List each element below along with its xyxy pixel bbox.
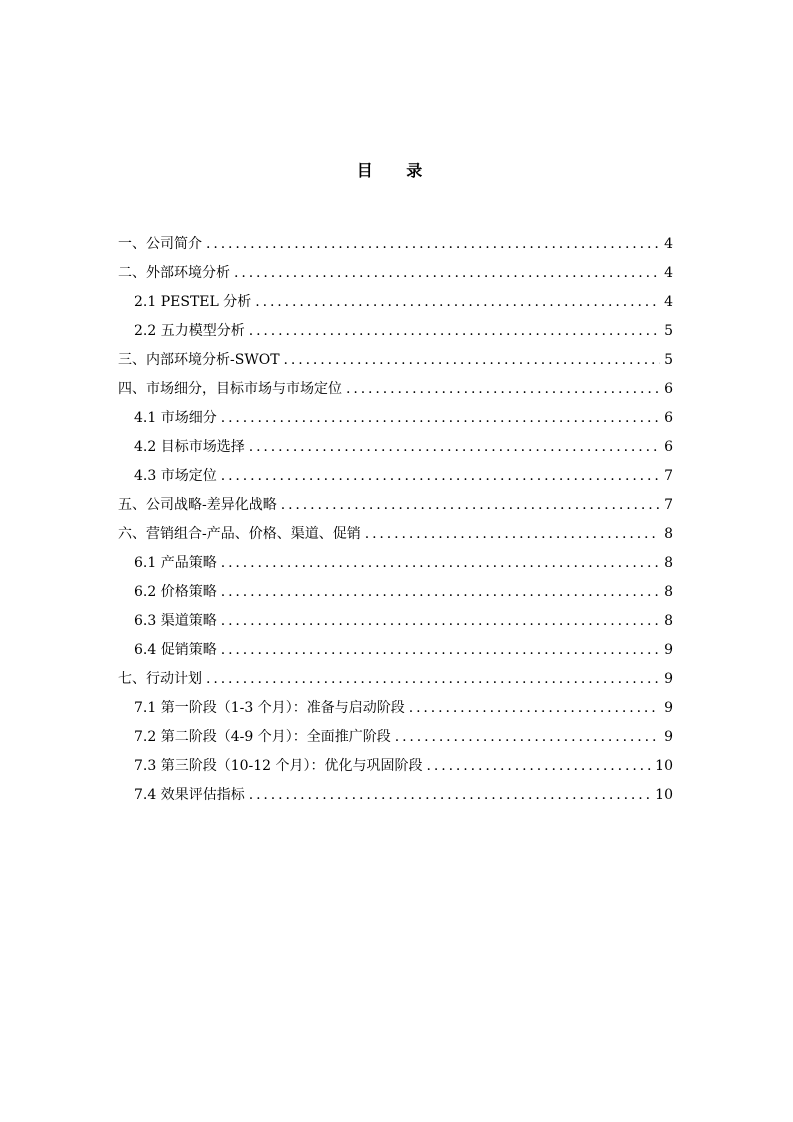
toc-entry-label: 2.1 PESTEL 分析 [134, 294, 252, 310]
toc-entry-page: 4 [664, 236, 673, 252]
toc-entry-page: 4 [664, 294, 673, 310]
toc-entry-label: 4.3 市场定位 [134, 468, 217, 484]
leader-dots [346, 377, 660, 401]
toc-entry-label: 7.4 效果评估指标 [134, 787, 245, 803]
leader-dots [206, 667, 660, 691]
leader-dots [249, 319, 660, 343]
toc-entry[interactable] [118, 488, 673, 517]
toc-entry-label: 6.2 价格策略 [134, 584, 217, 600]
leader-dots [221, 638, 660, 662]
toc-entry[interactable] [118, 575, 673, 604]
leader-dots [427, 754, 652, 778]
toc-entry[interactable] [118, 372, 673, 401]
toc-entry-label: 6.1 产品策略 [134, 555, 217, 571]
toc-entry[interactable] [118, 720, 673, 749]
toc-entry[interactable] [118, 401, 673, 430]
leader-dots [284, 348, 661, 372]
toc-entry-label: 七、行动计划 [118, 671, 202, 687]
leader-dots [249, 783, 651, 807]
toc-entry-page: 8 [664, 555, 673, 571]
leader-dots [221, 464, 660, 488]
toc-entry-label: 五、公司战略-差异化战略 [118, 497, 277, 513]
toc-entry-label: 7.3 第三阶段（10-12 个月）：优化与巩固阶段 [134, 758, 423, 774]
toc-entry-page: 4 [664, 265, 673, 281]
toc-entry[interactable] [118, 227, 673, 256]
toc-entry[interactable] [118, 430, 673, 459]
toc-entry-page: 5 [664, 323, 673, 339]
toc-entry-page: 6 [664, 381, 673, 397]
toc-entry[interactable] [118, 314, 673, 343]
toc-entry-label: 7.1 第一阶段（1-3 个月）：准备与启动阶段 [134, 700, 405, 716]
toc-entry[interactable] [118, 633, 673, 662]
leader-dots [221, 406, 660, 430]
toc-entry[interactable] [118, 778, 673, 807]
toc-entry-page: 7 [664, 497, 673, 513]
toc-entry-page: 9 [664, 671, 673, 687]
leader-dots [365, 522, 660, 546]
toc-entry[interactable] [118, 691, 673, 720]
toc-entry-page: 8 [664, 584, 673, 600]
toc-entry[interactable] [118, 459, 673, 488]
toc-entry[interactable] [118, 517, 673, 546]
toc-entry-page: 9 [664, 642, 673, 658]
toc-entry[interactable] [118, 343, 673, 372]
toc-entry-label: 三、内部环境分析-SWOT [118, 352, 280, 368]
leader-dots [221, 580, 660, 604]
toc-entry[interactable] [118, 256, 673, 285]
toc-entry[interactable] [118, 546, 673, 575]
toc-entry[interactable] [118, 604, 673, 633]
toc-entry-label: 6.3 渠道策略 [134, 613, 217, 629]
toc-entry-page: 10 [655, 758, 673, 774]
toc-entry-label: 六、营销组合-产品、价格、渠道、促销 [118, 526, 361, 542]
toc-entry-page: 6 [664, 410, 673, 426]
toc-title: 目 录 [356, 161, 437, 180]
toc-entry-page: 8 [664, 526, 673, 542]
toc-entry-page: 7 [664, 468, 673, 484]
leader-dots [281, 493, 660, 517]
toc-entry-page: 9 [664, 700, 673, 716]
toc-entry-page: 8 [664, 613, 673, 629]
leader-dots [249, 435, 660, 459]
toc-entry-page: 6 [664, 439, 673, 455]
leader-dots [221, 551, 660, 575]
toc-entry-label: 二、外部环境分析 [118, 265, 230, 281]
toc-entry-page: 9 [664, 729, 673, 745]
leader-dots [234, 261, 660, 285]
toc-entry-label: 2.2 五力模型分析 [134, 323, 245, 339]
leader-dots [409, 696, 660, 720]
table-of-contents [118, 227, 673, 807]
toc-entry[interactable] [118, 285, 673, 314]
leader-dots [221, 609, 660, 633]
toc-entry-page: 5 [664, 352, 673, 368]
toc-entry[interactable] [118, 749, 673, 778]
toc-entry-label: 7.2 第二阶段（4-9 个月）：全面推广阶段 [134, 729, 391, 745]
toc-entry-page: 10 [655, 787, 673, 803]
toc-entry-label: 四、市场细分，目标市场与市场定位 [118, 381, 342, 397]
toc-entry-label: 4.1 市场细分 [134, 410, 217, 426]
toc-entry[interactable] [118, 662, 673, 691]
leader-dots [395, 725, 660, 749]
toc-entry-label: 6.4 促销策略 [134, 642, 217, 658]
toc-entry-label: 4.2 目标市场选择 [134, 439, 245, 455]
toc-entry-label: 一、公司简介 [118, 236, 202, 252]
leader-dots [255, 290, 660, 314]
leader-dots [206, 232, 660, 256]
